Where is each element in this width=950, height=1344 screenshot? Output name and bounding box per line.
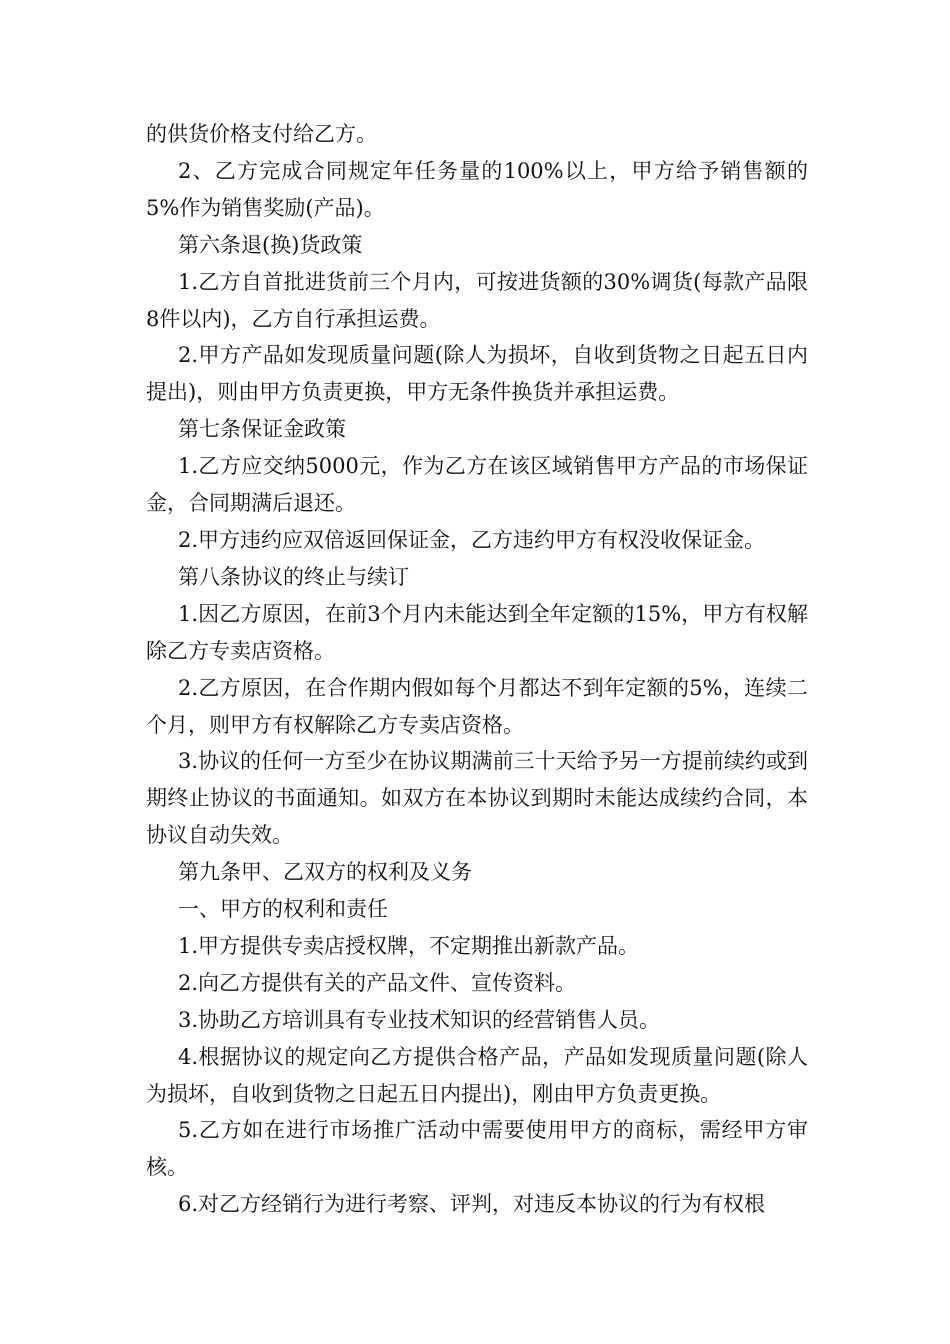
paragraph-article-8-item-1: 1.因乙方原因，在前3个月内未能达到全年定额的15%，甲方有权解除乙方专卖店资格。 (146, 601, 808, 663)
paragraph-article-9-item-6: 6.对乙方经销行为进行考察、评判，对违反本协议的行为有权根 (178, 1192, 766, 1217)
paragraph-article-6-item-2: 2.甲方产品如发现质量问题(除人为损坏，自收到货物之日起五日内提出)，则由甲方负责更换，甲方无条件换货并承担运费。 (146, 343, 808, 405)
heading-article-6: 第六条退(换)货政策 (178, 232, 363, 257)
heading-article-9: 第九条甲、乙双方的权利及义务 (178, 860, 472, 885)
paragraph-article-9-item-2: 2.向乙方提供有关的产品文件、宣传资料。 (178, 970, 577, 995)
paragraph-article-9-item-1: 1.甲方提供专卖店授权牌，不定期推出新款产品。 (178, 933, 640, 958)
heading-article-8: 第八条协议的终止与续订 (178, 564, 409, 589)
paragraph-article-9-item-3: 3.协助乙方培训具有专业技术知识的经营销售人员。 (178, 1007, 661, 1032)
paragraph-article-7-item-1: 1.乙方应交纳5000元，作为乙方在该区域销售甲方产品的市场保证金，合同期满后退还。 (146, 454, 808, 516)
paragraph-sales-reward: 2、乙方完成合同规定年任务量的100%以上，甲方给予销售额的5%作为销售奖励(产品)。 (146, 158, 808, 220)
paragraph-article-8-item-3: 3.协议的任何一方至少在协议期满前三十天给予另一方提前续约或到期终止协议的书面通知。如双方在本协议到期时未能达成续约合同，本协议自动失效。 (146, 749, 808, 848)
document-body (146, 116, 808, 1223)
paragraph-article-9-item-4: 4.根据协议的规定向乙方提供合格产品，产品如发现质量问题(除人为损坏，自收到货物之日起五日内提出)，刚由甲方负责更换。 (146, 1044, 808, 1106)
paragraph-article-9-item-5: 5.乙方如在进行市场推广活动中需要使用甲方的商标，需经甲方审核。 (146, 1118, 808, 1180)
subheading-party-a-rights: 一、甲方的权利和责任 (178, 897, 388, 922)
heading-article-7: 第七条保证金政策 (178, 417, 346, 442)
paragraph-article-7-item-2: 2.甲方违约应双倍返回保证金，乙方违约甲方有权没收保证金。 (178, 527, 766, 552)
paragraph-article-8-item-2: 2.乙方原因，在合作期内假如每个月都达不到年定额的5%，连续二个月，则甲方有权解除乙方专卖店资格。 (146, 675, 808, 737)
paragraph-article-6-item-1: 1.乙方自首批进货前三个月内，可按进货额的30%调货(每款产品限8件以内)，乙方自行承担运费。 (146, 269, 808, 331)
paragraph-continuation: 的供货价格支付给乙方。 (146, 122, 377, 146)
